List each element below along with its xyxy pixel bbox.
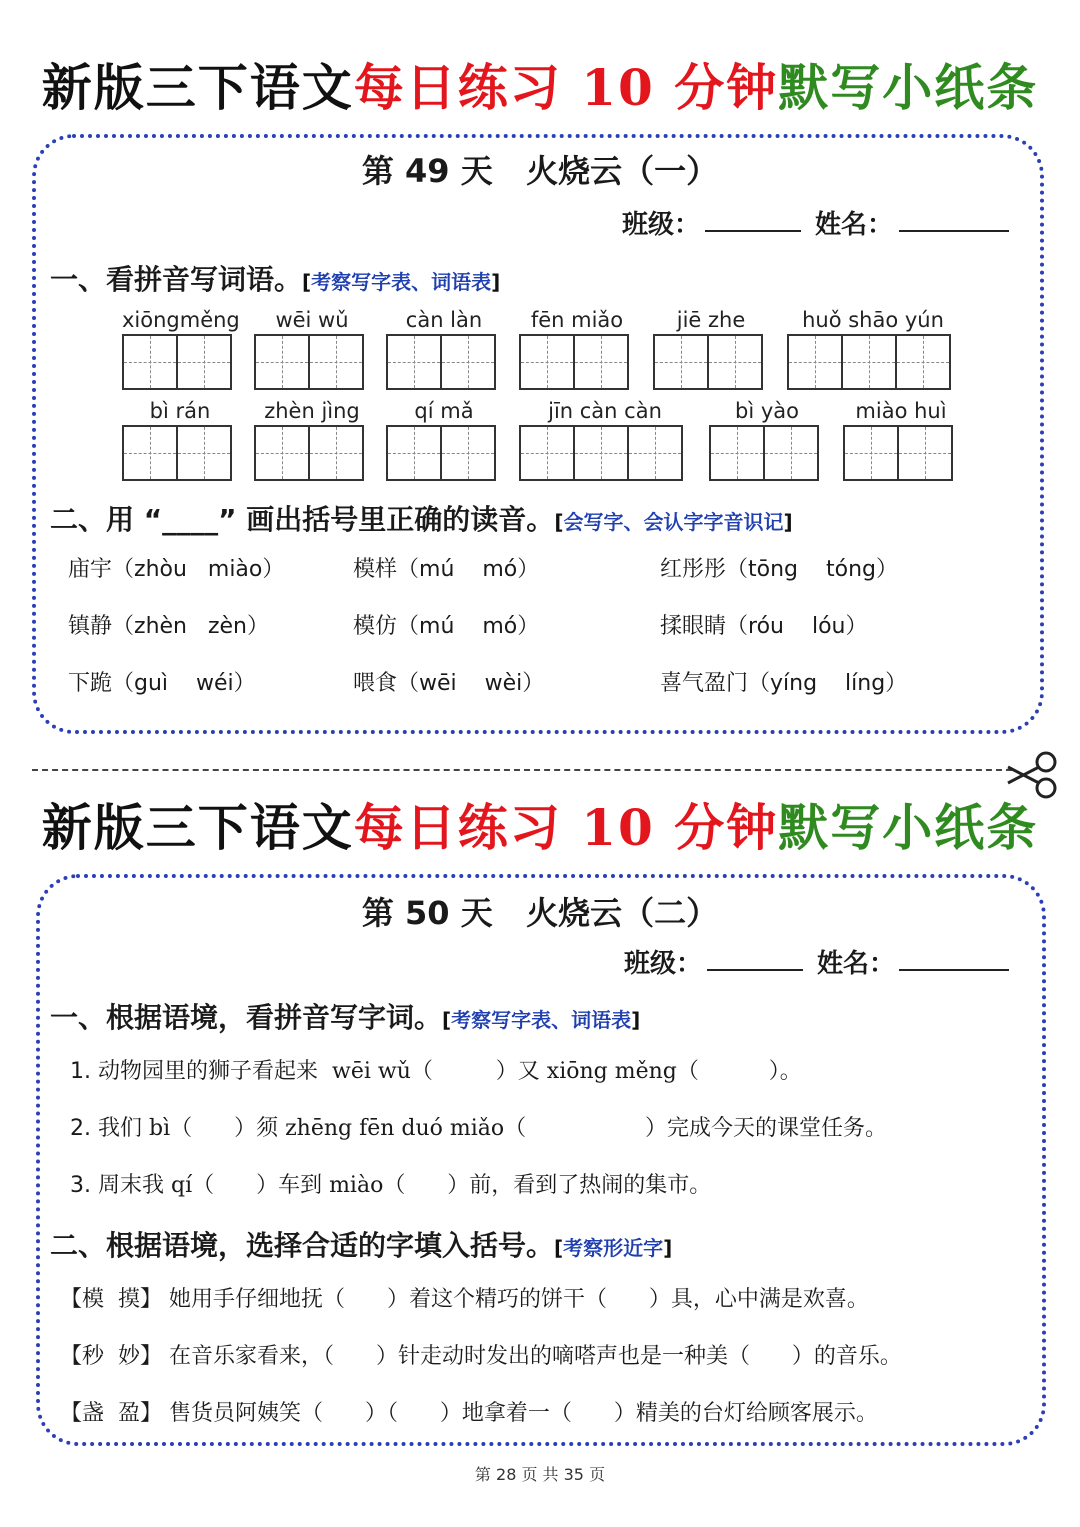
name-label: 姓名：	[815, 210, 894, 240]
banner-part-black: 新版三下语文	[41, 58, 354, 117]
writing-boxes[interactable]	[709, 425, 817, 481]
reading-word: 红彤彤	[660, 557, 727, 582]
pinyin-label: bì yào	[735, 399, 799, 423]
name-field[interactable]	[899, 969, 1009, 971]
name-field[interactable]	[899, 230, 1009, 232]
pinyin-label: fēn miǎo	[530, 308, 624, 332]
banner-part-green: 默写小纸条	[778, 58, 1039, 117]
reading-word: 模样	[353, 557, 398, 582]
reading-options[interactable]: （zhòu miào）	[112, 557, 285, 582]
day-title-50: 第 50 天 火烧云（二）	[361, 894, 719, 932]
reading-options[interactable]: （mú mó）	[397, 557, 540, 582]
tag-bracket-open: [	[554, 1236, 564, 1260]
pinyin-label: wēi wǔ	[275, 308, 349, 332]
reading-item[interactable]	[660, 609, 867, 640]
reading-item[interactable]	[353, 666, 544, 697]
writing-boxes[interactable]	[122, 334, 230, 390]
reading-item[interactable]	[68, 666, 256, 697]
section-title-text: 一、看拼音写词语。	[50, 263, 303, 296]
section-title-text: 二、根据语境，选择合适的字填入括号。	[50, 1229, 555, 1262]
choice-chars: 【模 摸】	[60, 1287, 162, 1312]
pinyin-label: bì rán	[149, 399, 211, 423]
reading-item[interactable]	[68, 552, 284, 583]
sentence-item[interactable]	[70, 1054, 802, 1085]
sentence-item[interactable]	[70, 1168, 711, 1199]
reading-word: 模仿	[353, 614, 398, 639]
sentence-text[interactable]: 周末我 qí（ ）车到 miào（ ）前，看到了热闹的集市。	[98, 1173, 712, 1198]
bottom-banner-title	[0, 798, 1080, 858]
pinyin-label: miào huì	[855, 399, 947, 423]
section-title-choose	[50, 1224, 672, 1264]
class-label: 班级：	[622, 210, 701, 240]
pinyin-label: qí mǎ	[414, 399, 474, 423]
pinyin-label: jiē zhe	[676, 308, 746, 332]
section-title-pinyin	[50, 258, 500, 298]
writing-boxes[interactable]	[386, 334, 494, 390]
reading-word: 喂食	[353, 671, 398, 696]
sentence-text[interactable]: 动物园里的狮子看起来 wēi wǔ（ ）又 xiōng měng（ ）。	[98, 1059, 802, 1084]
sentence-text[interactable]: 我们 bì（ ）须 zhēng fēn duó miǎo（ ）完成今天的课堂任务。	[98, 1116, 888, 1141]
tag-bracket-open: [	[554, 510, 564, 534]
reading-item[interactable]	[660, 666, 907, 697]
reading-item[interactable]	[353, 552, 539, 583]
page-number: 第 28 页 共 35 页	[474, 1465, 606, 1484]
sentence-number: 2.	[70, 1116, 91, 1141]
day-title-49: 第 49 天 火烧云（一）	[361, 152, 719, 190]
pinyin-label: zhèn jìng	[264, 399, 360, 423]
section-tag: 考察写字表、词语表	[311, 270, 492, 294]
tag-bracket-close: ]	[631, 1008, 641, 1032]
reading-options[interactable]: （róu lóu）	[726, 614, 868, 639]
banner-part-red: 每日练习 10 分钟	[353, 798, 779, 857]
reading-options[interactable]: （zhèn zèn）	[112, 614, 269, 639]
section-title-context	[50, 996, 640, 1036]
name-label: 姓名：	[817, 949, 896, 979]
choice-sentence[interactable]: 她用手仔细地抚（ ）着这个精巧的饼干（ ）具，心中满是欢喜。	[169, 1287, 869, 1312]
section-tag: 考察写字表、词语表	[451, 1008, 632, 1032]
writing-boxes[interactable]	[653, 334, 761, 390]
section-title-reading	[50, 498, 793, 538]
tag-bracket-close: ]	[783, 510, 793, 534]
class-label: 班级：	[624, 949, 703, 979]
cut-line	[32, 769, 1012, 771]
choice-chars: 【盏 盈】	[60, 1401, 162, 1426]
class-field[interactable]	[707, 969, 803, 971]
writing-boxes[interactable]	[254, 425, 362, 481]
section-tag: 考察形近字	[563, 1236, 664, 1260]
sentence-number: 1.	[70, 1059, 91, 1084]
reading-item[interactable]	[68, 609, 269, 640]
writing-boxes[interactable]	[386, 425, 494, 481]
reading-word: 喜气盈门	[660, 671, 749, 696]
reading-options[interactable]: （tōng tóng）	[726, 557, 898, 582]
reading-item[interactable]	[353, 609, 539, 640]
banner-part-red: 每日练习 10 分钟	[353, 58, 779, 117]
banner-part-green: 默写小纸条	[778, 798, 1039, 857]
reading-options[interactable]: （mú mó）	[397, 614, 540, 639]
banner-part-black: 新版三下语文	[41, 798, 354, 857]
choice-chars: 【秒 妙】	[60, 1344, 162, 1369]
reading-word: 庙宇	[68, 557, 113, 582]
scissors-icon	[1004, 750, 1062, 800]
section-tag: 会写字、会认字字音识记	[563, 510, 784, 534]
writing-boxes[interactable]	[122, 425, 230, 481]
choice-sentence[interactable]: 售货员阿姨笑（ ）（ ）地拿着一（ ）精美的台灯给顾客展示。	[169, 1401, 878, 1426]
reading-word: 揉眼睛	[660, 614, 727, 639]
section-title-text: 二、用 “____” 画出括号里正确的读音。	[50, 503, 555, 536]
writing-boxes[interactable]	[254, 334, 362, 390]
choice-item[interactable]	[60, 1339, 902, 1370]
sentence-item[interactable]	[70, 1111, 887, 1142]
reading-options[interactable]: （yíng líng）	[748, 671, 908, 696]
writing-boxes[interactable]	[519, 334, 627, 390]
class-field[interactable]	[705, 230, 801, 232]
tag-bracket-close: ]	[491, 270, 501, 294]
writing-boxes[interactable]	[787, 334, 949, 390]
pinyin-label: xiōngměng	[122, 308, 240, 332]
pinyin-label: jīn càn càn	[548, 399, 662, 423]
choice-item[interactable]	[60, 1282, 869, 1313]
writing-boxes[interactable]	[519, 425, 681, 481]
sentence-number: 3.	[70, 1173, 91, 1198]
reading-options[interactable]: （wēi wèi）	[397, 671, 545, 696]
top-banner-title	[0, 58, 1080, 118]
writing-boxes[interactable]	[843, 425, 951, 481]
pinyin-label: càn làn	[405, 308, 483, 332]
tag-bracket-open: [	[302, 270, 312, 294]
tag-bracket-open: [	[442, 1008, 452, 1032]
choice-sentence[interactable]: 在音乐家看来，（ ）针走动时发出的嘀嗒声也是一种美（ ）的音乐。	[169, 1344, 902, 1369]
reading-word: 镇静	[68, 614, 113, 639]
section-title-text: 一、根据语境，看拼音写字词。	[50, 1001, 443, 1034]
reading-item[interactable]	[660, 552, 898, 583]
reading-options[interactable]: （guì wéi）	[112, 671, 256, 696]
tag-bracket-close: ]	[663, 1236, 673, 1260]
pinyin-label: huǒ shāo yún	[802, 308, 944, 332]
reading-word: 下跪	[68, 671, 113, 696]
choice-item[interactable]	[60, 1396, 878, 1427]
